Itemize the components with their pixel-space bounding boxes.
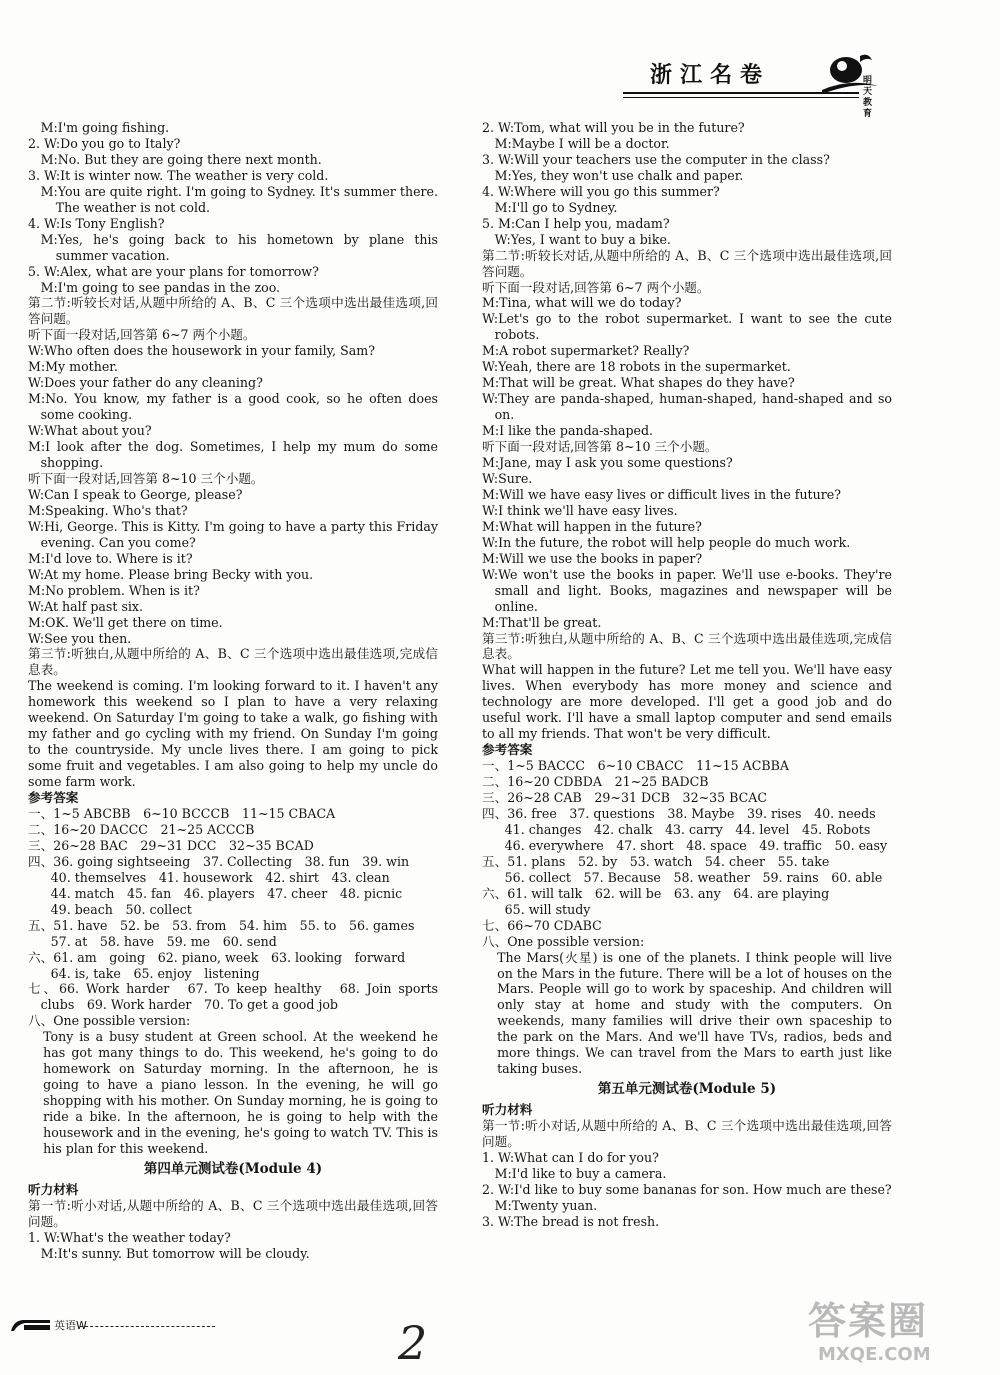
- text-line: W:At my home. Please bring Becky with you.: [28, 566, 314, 582]
- text-line: 三、26~28 BAC 29~31 DCC 32~35 BCAD: [28, 837, 314, 853]
- brand-title: 浙江名卷: [650, 63, 771, 88]
- text-line: M:Yes, they won't use chalk and paper.: [494, 167, 744, 183]
- text-line: M:That will be great. What shapes do they have?: [482, 375, 795, 391]
- text-line: 一、1~5 ABCBB 6~10 BCCCB 11~15 CBACA: [28, 805, 336, 821]
- text-line: M:No problem. When is it?: [28, 582, 200, 598]
- text-line: What will happen in the future? Let me tell you. We'll have easy lives. When everybody has more money and science and technology are more developed. I'll get a good job and do useful work. I'll have a small laptop computer and send emails to all my friends. That won't be very difficult.: [482, 662, 892, 742]
- text-line: 第一节:听小对话,从题中所给的 A、B、C 三个选项中选出最佳选项,回答问题。: [482, 1118, 892, 1150]
- text-line: W:Sure.: [482, 470, 533, 486]
- text-line: M:I'm going fishing.: [40, 120, 170, 135]
- text-line: 听下面一段对话,回答第 8~10 三个小题。: [482, 439, 718, 455]
- footer-emblem-icon: [10, 1318, 52, 1332]
- text-line: 3. W:Will your teachers use the computer in the class?: [482, 151, 830, 167]
- text-line: W:In the future, the robot will help people do much work.: [482, 534, 851, 550]
- text-line: 第二节:听较长对话,从题中所给的 A、B、C 三个选项中选出最佳选项,回答问题。: [28, 295, 438, 327]
- text-line: M:What will happen in the future?: [482, 518, 702, 534]
- text-line: 六、61. am going 62. piano, week 63. looking forward: [28, 949, 406, 965]
- watermark-logo: 答案圈: [808, 1299, 929, 1343]
- text-line: M:Tina, what will we do today?: [482, 295, 682, 311]
- text-line: 46. everywhere 47. short 48. space 49. traffic 50. easy: [504, 837, 888, 853]
- text-line: M:Will we use the books in paper?: [482, 550, 703, 566]
- text-line: M:Will we have easy lives or difficult lives in the future?: [482, 486, 841, 502]
- text-line: 4. W:Where will you go this summer?: [482, 183, 720, 199]
- section-heading: 第五单元测试卷(Module 5): [597, 1081, 777, 1098]
- footer-subject: 英语W: [54, 1319, 87, 1332]
- text-line: W:What about you?: [28, 423, 152, 439]
- text-line: W:Yeah, there are 18 robots in the supermarket.: [482, 359, 791, 375]
- watermark: [808, 1290, 988, 1370]
- text-line: M:A robot supermarket? Really?: [482, 343, 690, 359]
- text-line: 三、26~28 CAB 29~31 DCB 32~35 BCAC: [482, 790, 768, 806]
- text-line: Tony is a busy student at Green school. At the weekend he has got many things to do. This weekend, he's going to do homework on Saturday morning. In the afternoon, he is going to have a piano lesson. In the evening, he will go shopping with his mother. On Sunday morning, he is going to ride a bike. In the afternoon, he is going to help with the housework and in the evening, he's going to watch TV. This is his plan for this weekend.: [43, 1029, 438, 1156]
- text-line: W:Yes, I want to buy a bike.: [494, 231, 671, 247]
- text-line: 五、51. have 52. be 53. from 54. him 55. to 56. games: [28, 917, 415, 933]
- text-line: 七、66. Work harder 67. To keep healthy 68. Join sports clubs 69. Work harder 70. To get a good job: [28, 981, 438, 1013]
- text-line: 41. changes 42. chalk 43. carry 44. level 45. Robots: [504, 821, 871, 837]
- text-line: M:I look after the dog. Sometimes, I help my mum do some shopping.: [28, 439, 438, 471]
- text-line: M:No. You know, my father is a good cook, so he often does some cooking.: [28, 391, 438, 423]
- text-line: 六、61. will talk 62. will be 63. any 64. are playing: [482, 885, 830, 901]
- text-line: 听下面一段对话,回答第 6~7 两个小题。: [28, 327, 256, 343]
- text-line: The weekend is coming. I'm looking forward to it. I haven't any homework this weekend so I plan to have a very relaxing weekend. On Saturday I'm going to take a walk, go fishing with my father and go cycling with my friend. On Sunday I'm going to the countryside. My uncle lives there. I am going to pick some fruit and vegetables. I am also going to help my uncle do some farm work.: [28, 678, 438, 790]
- text-line: W:We won't use the books in paper. We'll use e-books. They're small and light. Books, magazines and newspaper will be online.: [482, 566, 892, 614]
- text-line: W:Let's go to the robot supermarket. I want to see the cute robots.: [482, 311, 892, 343]
- text-line: 57. at 58. have 59. me 60. send: [50, 933, 277, 949]
- text-line: 八、One possible version:: [482, 933, 645, 949]
- left-column: [28, 120, 438, 1262]
- text-line: 2. W:Tom, what will you be in the future?: [482, 120, 745, 135]
- text-line: 七、66~70 CDABC: [482, 917, 602, 933]
- text-line: 四、36. free 37. questions 38. Maybe 39. rises 40. needs: [482, 805, 876, 821]
- text-line: W:They are panda-shaped, human-shaped, hand-shaped and so on.: [482, 391, 892, 423]
- footer-dashed-line: [80, 1326, 215, 1327]
- text-line: W:See you then.: [28, 630, 132, 646]
- text-line: M:I'm going to see pandas in the zoo.: [40, 279, 281, 295]
- text-line: 65. will study: [504, 901, 591, 917]
- text-line: 2. W:Do you go to Italy?: [28, 135, 181, 151]
- text-line: W:Who often does the housework in your family, Sam?: [28, 343, 375, 359]
- section-label: 听力材料: [28, 1181, 79, 1197]
- text-line: 五、51. plans 52. by 53. watch 54. cheer 55. take: [482, 853, 830, 869]
- text-line: 第一节:听小对话,从题中所给的 A、B、C 三个选项中选出最佳选项,回答问题。: [28, 1197, 438, 1229]
- text-line: M:It's sunny. But tomorrow will be cloudy.: [40, 1245, 310, 1261]
- text-line: M:That'll be great.: [482, 614, 602, 630]
- section-label: 参考答案: [28, 790, 79, 806]
- text-line: W:At half past six.: [28, 598, 144, 614]
- publisher-logo-text: 明天教育: [863, 76, 873, 119]
- text-line: 64. is, take 65. enjoy listening: [50, 965, 260, 981]
- text-line: M:Speaking. Who's that?: [28, 502, 188, 518]
- text-line: M:Twenty yuan.: [494, 1197, 598, 1213]
- text-line: 2. W:I'd like to buy some bananas for son. How much are these?: [482, 1181, 892, 1197]
- text-line: 4. W:Is Tony English?: [28, 215, 165, 231]
- text-line: 3. W:The bread is not fresh.: [482, 1213, 660, 1229]
- text-line: 3. W:It is winter now. The weather is very cold.: [28, 167, 329, 183]
- page-footer: [10, 1316, 210, 1336]
- watermark-url: MXQE.COM: [818, 1344, 931, 1365]
- text-line: M:No. But they are going there next month.: [40, 151, 322, 167]
- text-line: M:My mother.: [28, 359, 118, 375]
- text-line: 5. W:Alex, what are your plans for tomorrow?: [28, 263, 319, 279]
- text-line: W:Does your father do any cleaning?: [28, 375, 263, 391]
- text-line: 听下面一段对话,回答第 6~7 两个小题。: [482, 279, 710, 295]
- right-column: [482, 120, 892, 1230]
- text-line: W:Hi, George. This is Kitty. I'm going to have a party this Friday evening. Can you come?: [28, 518, 438, 550]
- text-line: 第三节:听独白,从题中所给的 A、B、C 三个选项中选出最佳选项,完成信息表。: [482, 630, 892, 662]
- text-line: 49. beach 50. collect: [50, 901, 192, 917]
- text-line: 1. W:What can I do for you?: [482, 1150, 659, 1165]
- text-line: 44. match 45. fan 46. players 47. cheer 48. picnic: [50, 885, 403, 901]
- text-line: 听下面一段对话,回答第 8~10 三个小题。: [28, 470, 264, 486]
- text-line: M:Maybe I will be a doctor.: [494, 135, 670, 151]
- text-line: M:Jane, may I ask you some questions?: [482, 455, 733, 471]
- section-label: 参考答案: [482, 742, 533, 758]
- text-line: 56. collect 57. Because 58. weather 59. rains 60. able: [504, 869, 883, 885]
- text-line: 四、36. going sightseeing 37. Collecting 38. fun 39. win: [28, 853, 410, 869]
- text-line: 八、One possible version:: [28, 1013, 191, 1029]
- text-line: M:I like the panda-shaped.: [482, 423, 654, 439]
- section-label: 听力材料: [482, 1102, 533, 1118]
- text-line: M:I'll go to Sydney.: [494, 199, 618, 215]
- text-line: The Mars(火星) is one of the planets. I think people will live on the Mars in the future. There will be a lot of houses on the Mars. People will go to work by spaceship. And children will only stay at home and study with the computers. On weekends, many families will drive their own spaceship to the park on the Mars. And we'll have TVs, radios, beds and more things. We can travel from the Mars to earth just like taking buses.: [497, 949, 892, 1077]
- text-line: 一、1~5 BACCC 6~10 CBACC 11~15 ACBBA: [482, 758, 790, 774]
- text-line: M:OK. We'll get there on time.: [28, 614, 223, 630]
- text-line: W:Can I speak to George, please?: [28, 486, 243, 502]
- text-line: M:You are quite right. I'm going to Sydney. It's summer there. The weather is not cold.: [40, 183, 438, 215]
- text-line: W:I think we'll have easy lives.: [482, 502, 678, 518]
- text-line: 二、16~20 CDBDA 21~25 BADCB: [482, 774, 709, 790]
- text-line: 1. W:What's the weather today?: [28, 1229, 231, 1245]
- text-line: M:I'd like to buy a camera.: [494, 1165, 667, 1181]
- text-line: 5. M:Can I help you, madam?: [482, 215, 670, 231]
- handwritten-page-number: 2: [398, 1316, 428, 1370]
- page-header: [615, 46, 905, 126]
- text-line: 二、16~20 DACCC 21~25 ACCCB: [28, 821, 255, 837]
- section-heading: 第四单元测试卷(Module 4): [143, 1160, 323, 1177]
- text-line: 第二节:听较长对话,从题中所给的 A、B、C 三个选项中选出最佳选项,回答问题。: [482, 247, 892, 279]
- text-line: M:Yes, he's going back to his hometown by plane this summer vacation.: [40, 231, 438, 263]
- text-line: 第三节:听独白,从题中所给的 A、B、C 三个选项中选出最佳选项,完成信息表。: [28, 646, 438, 678]
- text-line: 40. themselves 41. housework 42. shirt 43. clean: [50, 869, 390, 885]
- text-line: M:I'd love to. Where is it?: [28, 550, 193, 566]
